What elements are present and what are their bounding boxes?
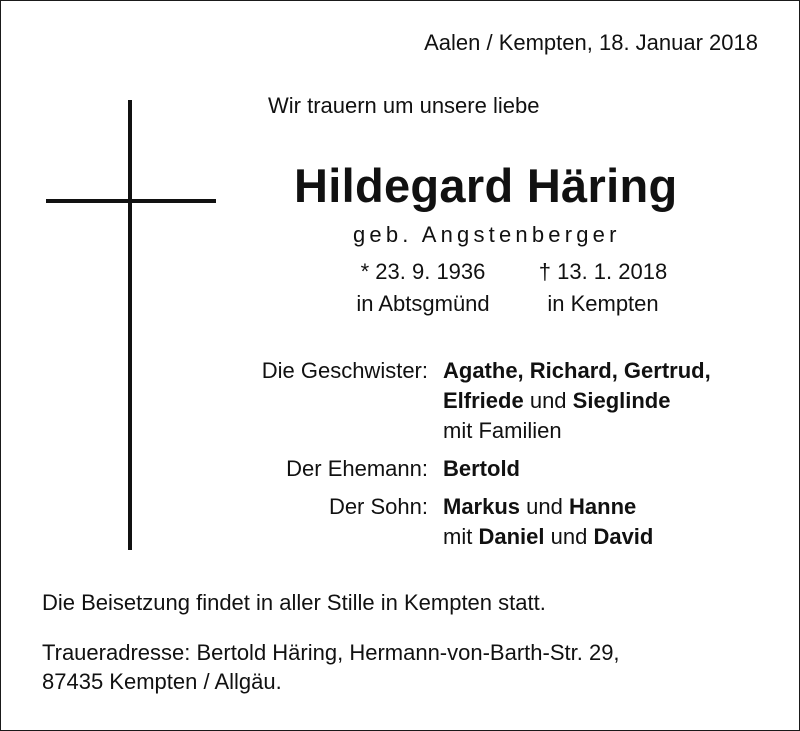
- place-date: Aalen / Kempten, 18. Januar 2018: [424, 30, 758, 55]
- cross-vertical-bar: [128, 100, 132, 550]
- birth-date: * 23. 9. 1936: [360, 259, 486, 284]
- siblings-families: mit Familien: [443, 418, 562, 443]
- grandchild-name: David: [593, 524, 654, 549]
- death-info: [520, 256, 686, 320]
- siblings-names-1: Agathe, Richard, Gertrud,: [443, 358, 711, 383]
- mourning-address-line2: 87435 Kempten / Allgäu.: [42, 669, 282, 694]
- husband-label: Der Ehemann:: [286, 456, 428, 481]
- death-date: † 13. 1. 2018: [538, 259, 668, 284]
- sibling-name: Elfriede: [443, 388, 524, 413]
- cross-horizontal-bar: [46, 199, 216, 203]
- birth-place: in Abtsgmünd: [356, 291, 490, 316]
- burial-notice: Die Beisetzung findet in aller Stille in Kempten statt.: [42, 590, 546, 615]
- intro-text: Wir trauern um unsere liebe: [268, 93, 540, 118]
- son-label: Der Sohn:: [328, 494, 428, 519]
- son-name: Markus: [443, 494, 521, 519]
- son-names: [443, 494, 636, 520]
- grandchildren: [443, 524, 653, 550]
- conjunction: und: [550, 524, 588, 549]
- son-partner-name: Hanne: [569, 494, 637, 519]
- conjunction: und: [529, 388, 567, 413]
- death-place: in Kempten: [547, 291, 659, 316]
- mourning-address-line1: Traueradresse: Bertold Häring, Hermann-von-Barth-Str. 29,: [42, 640, 620, 665]
- siblings-label: Die Geschwister:: [261, 358, 428, 383]
- birth-info: [340, 256, 506, 320]
- with-word: mit: [443, 524, 473, 549]
- sibling-name: Sieglinde: [572, 388, 671, 413]
- maiden-name: geb. Angstenberger: [353, 222, 621, 247]
- deceased-name: Hildegard Häring: [294, 159, 678, 212]
- grandchild-name: Daniel: [478, 524, 545, 549]
- conjunction: und: [526, 494, 563, 519]
- husband-name: Bertold: [443, 456, 520, 481]
- siblings-names-2: [443, 388, 670, 414]
